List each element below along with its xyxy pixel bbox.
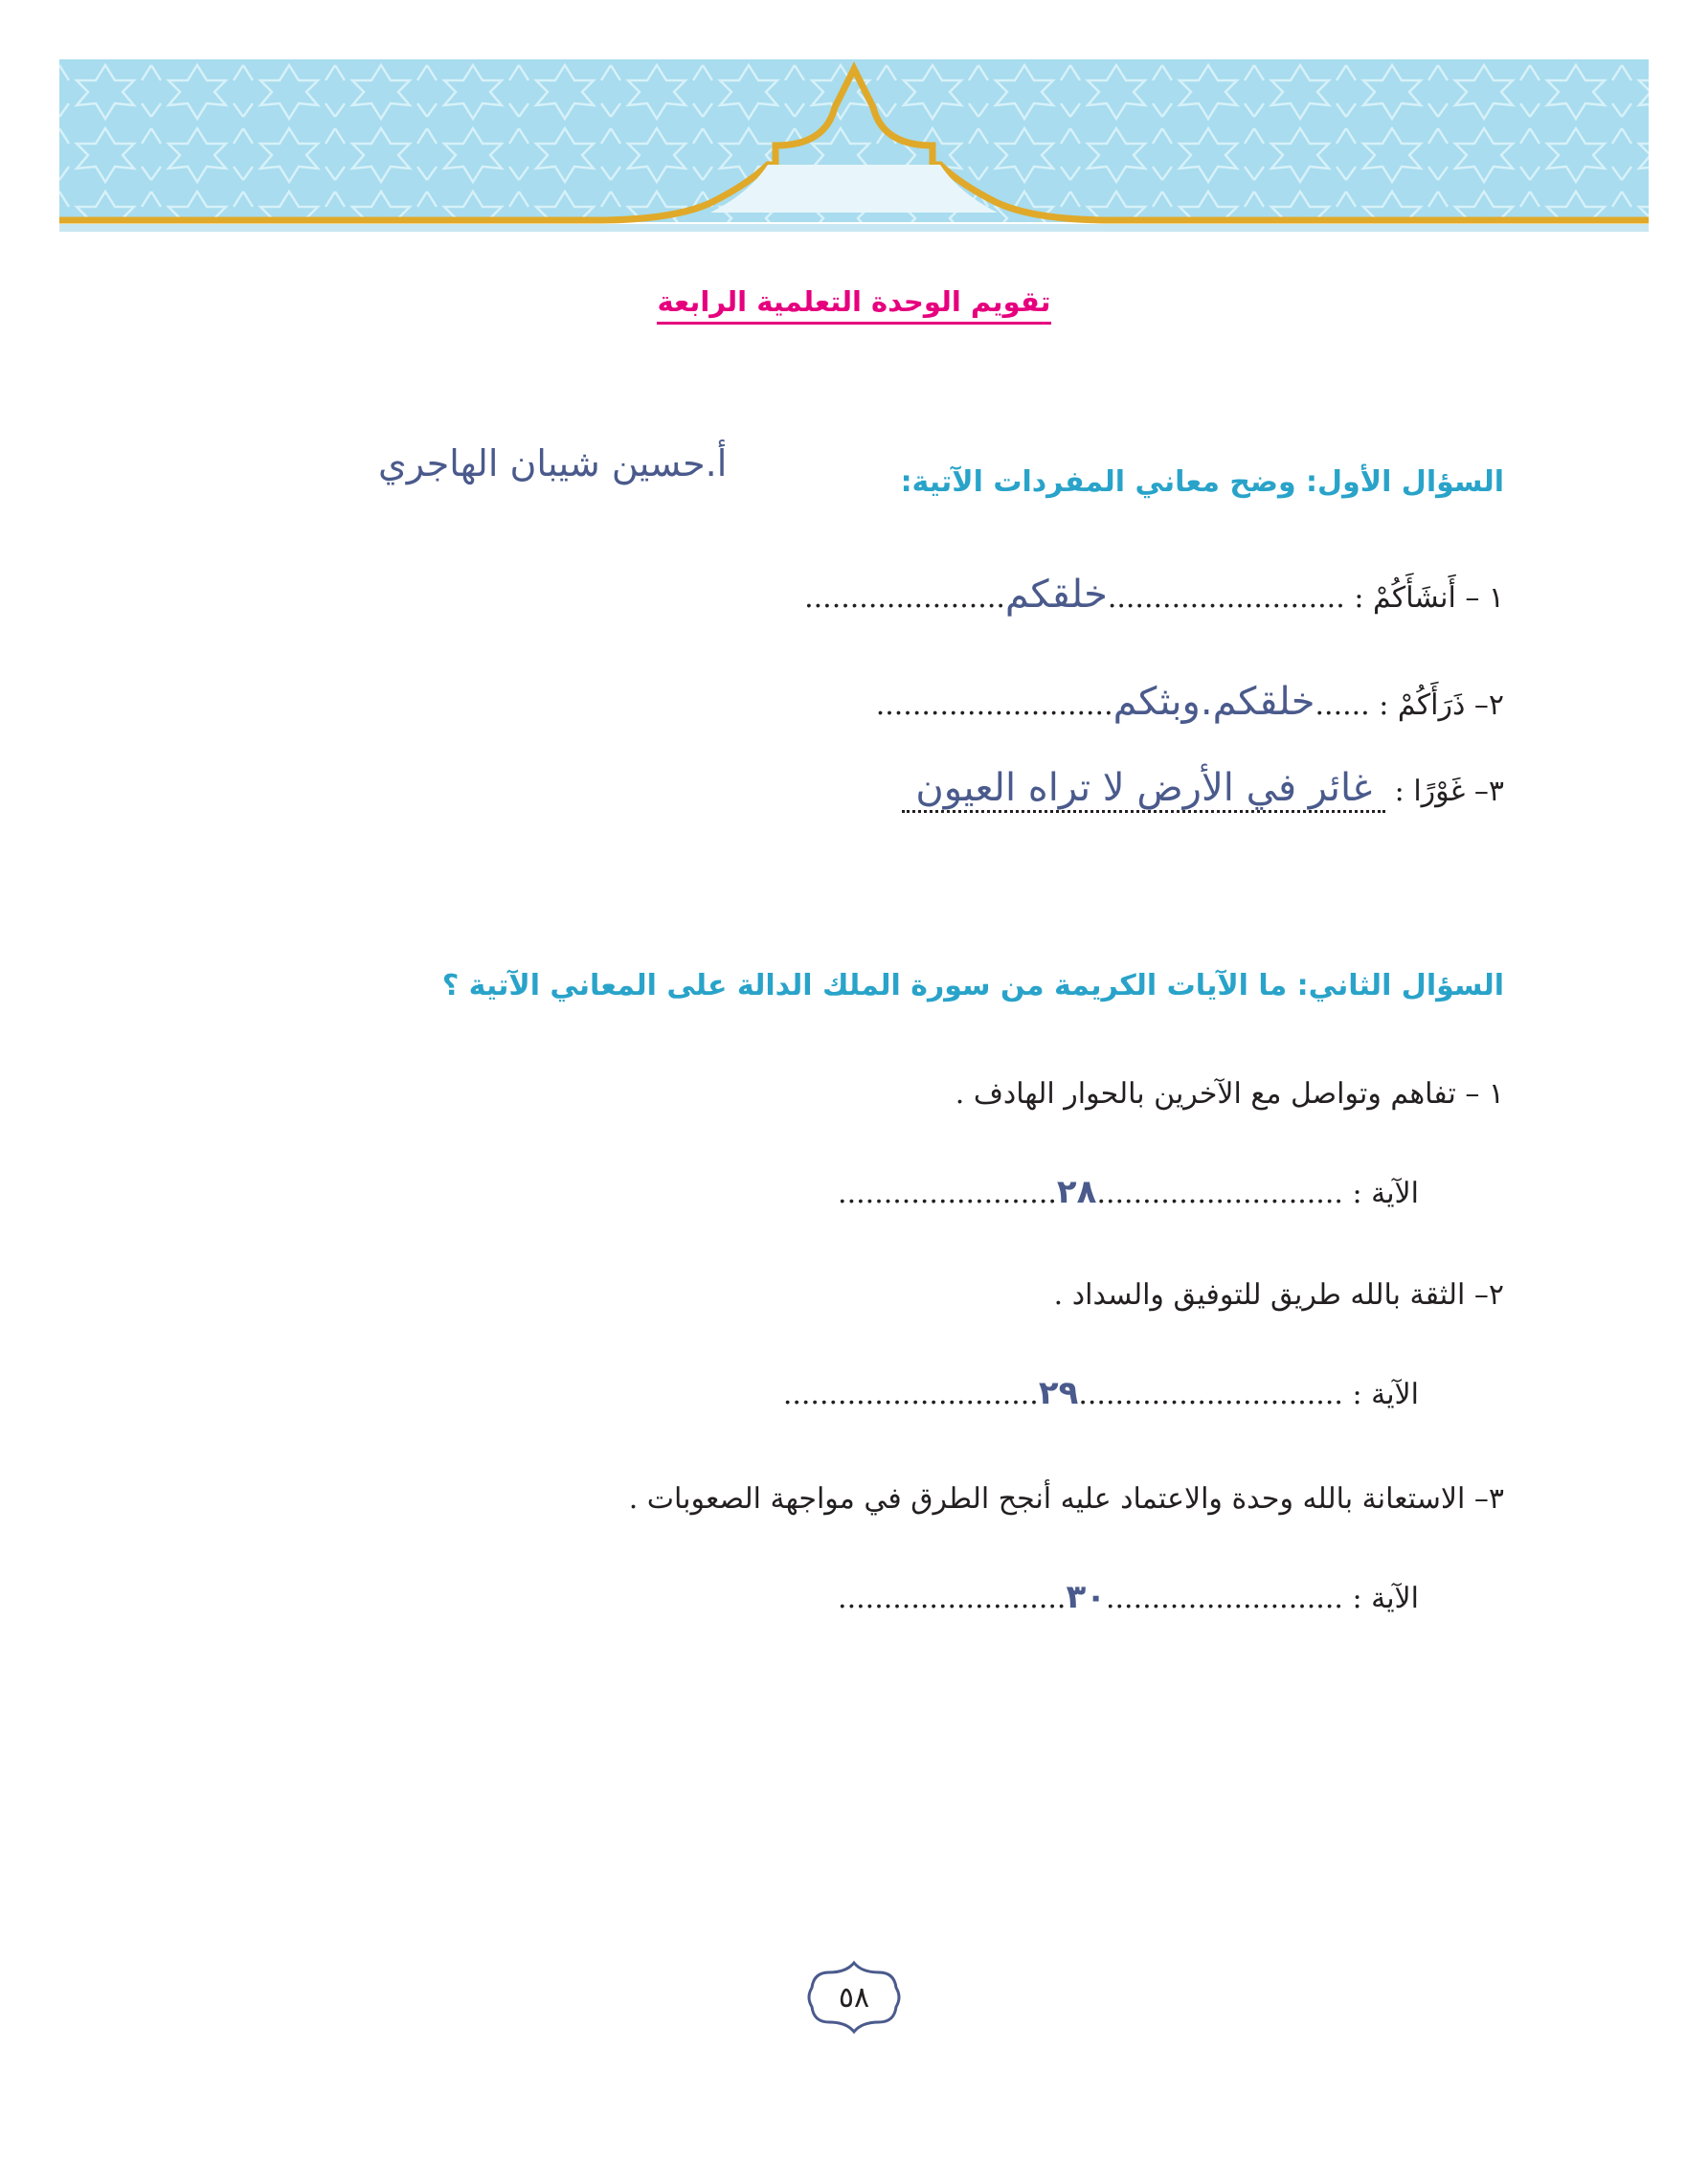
q1-item-1 (804, 573, 1504, 617)
page-number-frame (802, 1959, 906, 2036)
author-name: أ.حسين شيبان الهاجري (378, 442, 728, 484)
q2-item-1-ayah (838, 1173, 1419, 1211)
q2-item-3-text: ٣– الاستعانة بالله وحدة والاعتماد عليه أنجح الطرق في مواجهة الصعوبات . (628, 1482, 1504, 1516)
q2-item-2-answer: ٢٩ (1038, 1374, 1079, 1412)
decorative-banner (59, 59, 1649, 243)
q2-item-3-ayah (838, 1578, 1419, 1616)
dots: ........................... (1096, 1177, 1343, 1210)
unit-title (0, 285, 1708, 318)
q2-item-3-answer: ٣٠ (1066, 1578, 1106, 1616)
q1-item-2-label: ٢– ذَرَأَكُمْ : (1379, 688, 1504, 722)
q2-item-1-answer: ٢٨ (1056, 1173, 1097, 1211)
ayah-label: الآية : (1352, 1177, 1419, 1210)
q2-item-2-ayah (783, 1374, 1419, 1412)
dots: .......................... (875, 688, 1113, 722)
ayah-label: الآية : (1352, 1378, 1419, 1411)
dots: ...... (1315, 688, 1370, 722)
dots: .......................... (1107, 581, 1345, 615)
dots: ............................ (782, 1378, 1039, 1411)
question-2-heading: السؤال الثاني: ما الآيات الكريمة من سورة الملك الدالة على المعاني الآتية ؟ (441, 969, 1504, 1002)
q1-item-2-answer: خلقكم.وبثكم (1112, 680, 1315, 724)
question-1-heading: السؤال الأول: وضح معاني المفردات الآتية: (900, 465, 1504, 499)
q2-item-1-text: ١ – تفاهم وتواصل مع الآخرين بالحوار الهادف . (955, 1077, 1504, 1111)
q1-item-3-answer: غائر في الأرض لا تراه العيون (902, 766, 1385, 813)
dots: ............................. (1078, 1378, 1343, 1411)
q1-item-3 (902, 766, 1504, 810)
unit-title-text: تقويم الوحدة التعلمية الرابعة (657, 285, 1050, 325)
dots: ........................ (838, 1177, 1057, 1210)
page-number: ٥٨ (838, 1981, 870, 2015)
q2-item-2-text: ٢– الثقة بالله طريق للتوفيق والسداد . (1053, 1278, 1504, 1312)
dots: ......................... (838, 1582, 1067, 1615)
ayah-label: الآية : (1352, 1582, 1419, 1615)
dots: .......................... (1105, 1582, 1343, 1615)
q1-item-2 (876, 680, 1504, 724)
q1-item-1-label: ١ – أَنشَأَكُمْ : (1354, 581, 1504, 615)
q1-item-3-label: ٣– غَوْرًا : (1394, 775, 1504, 808)
q1-item-1-answer: خلقكم (1004, 573, 1108, 617)
dots: ...................... (804, 581, 1005, 615)
